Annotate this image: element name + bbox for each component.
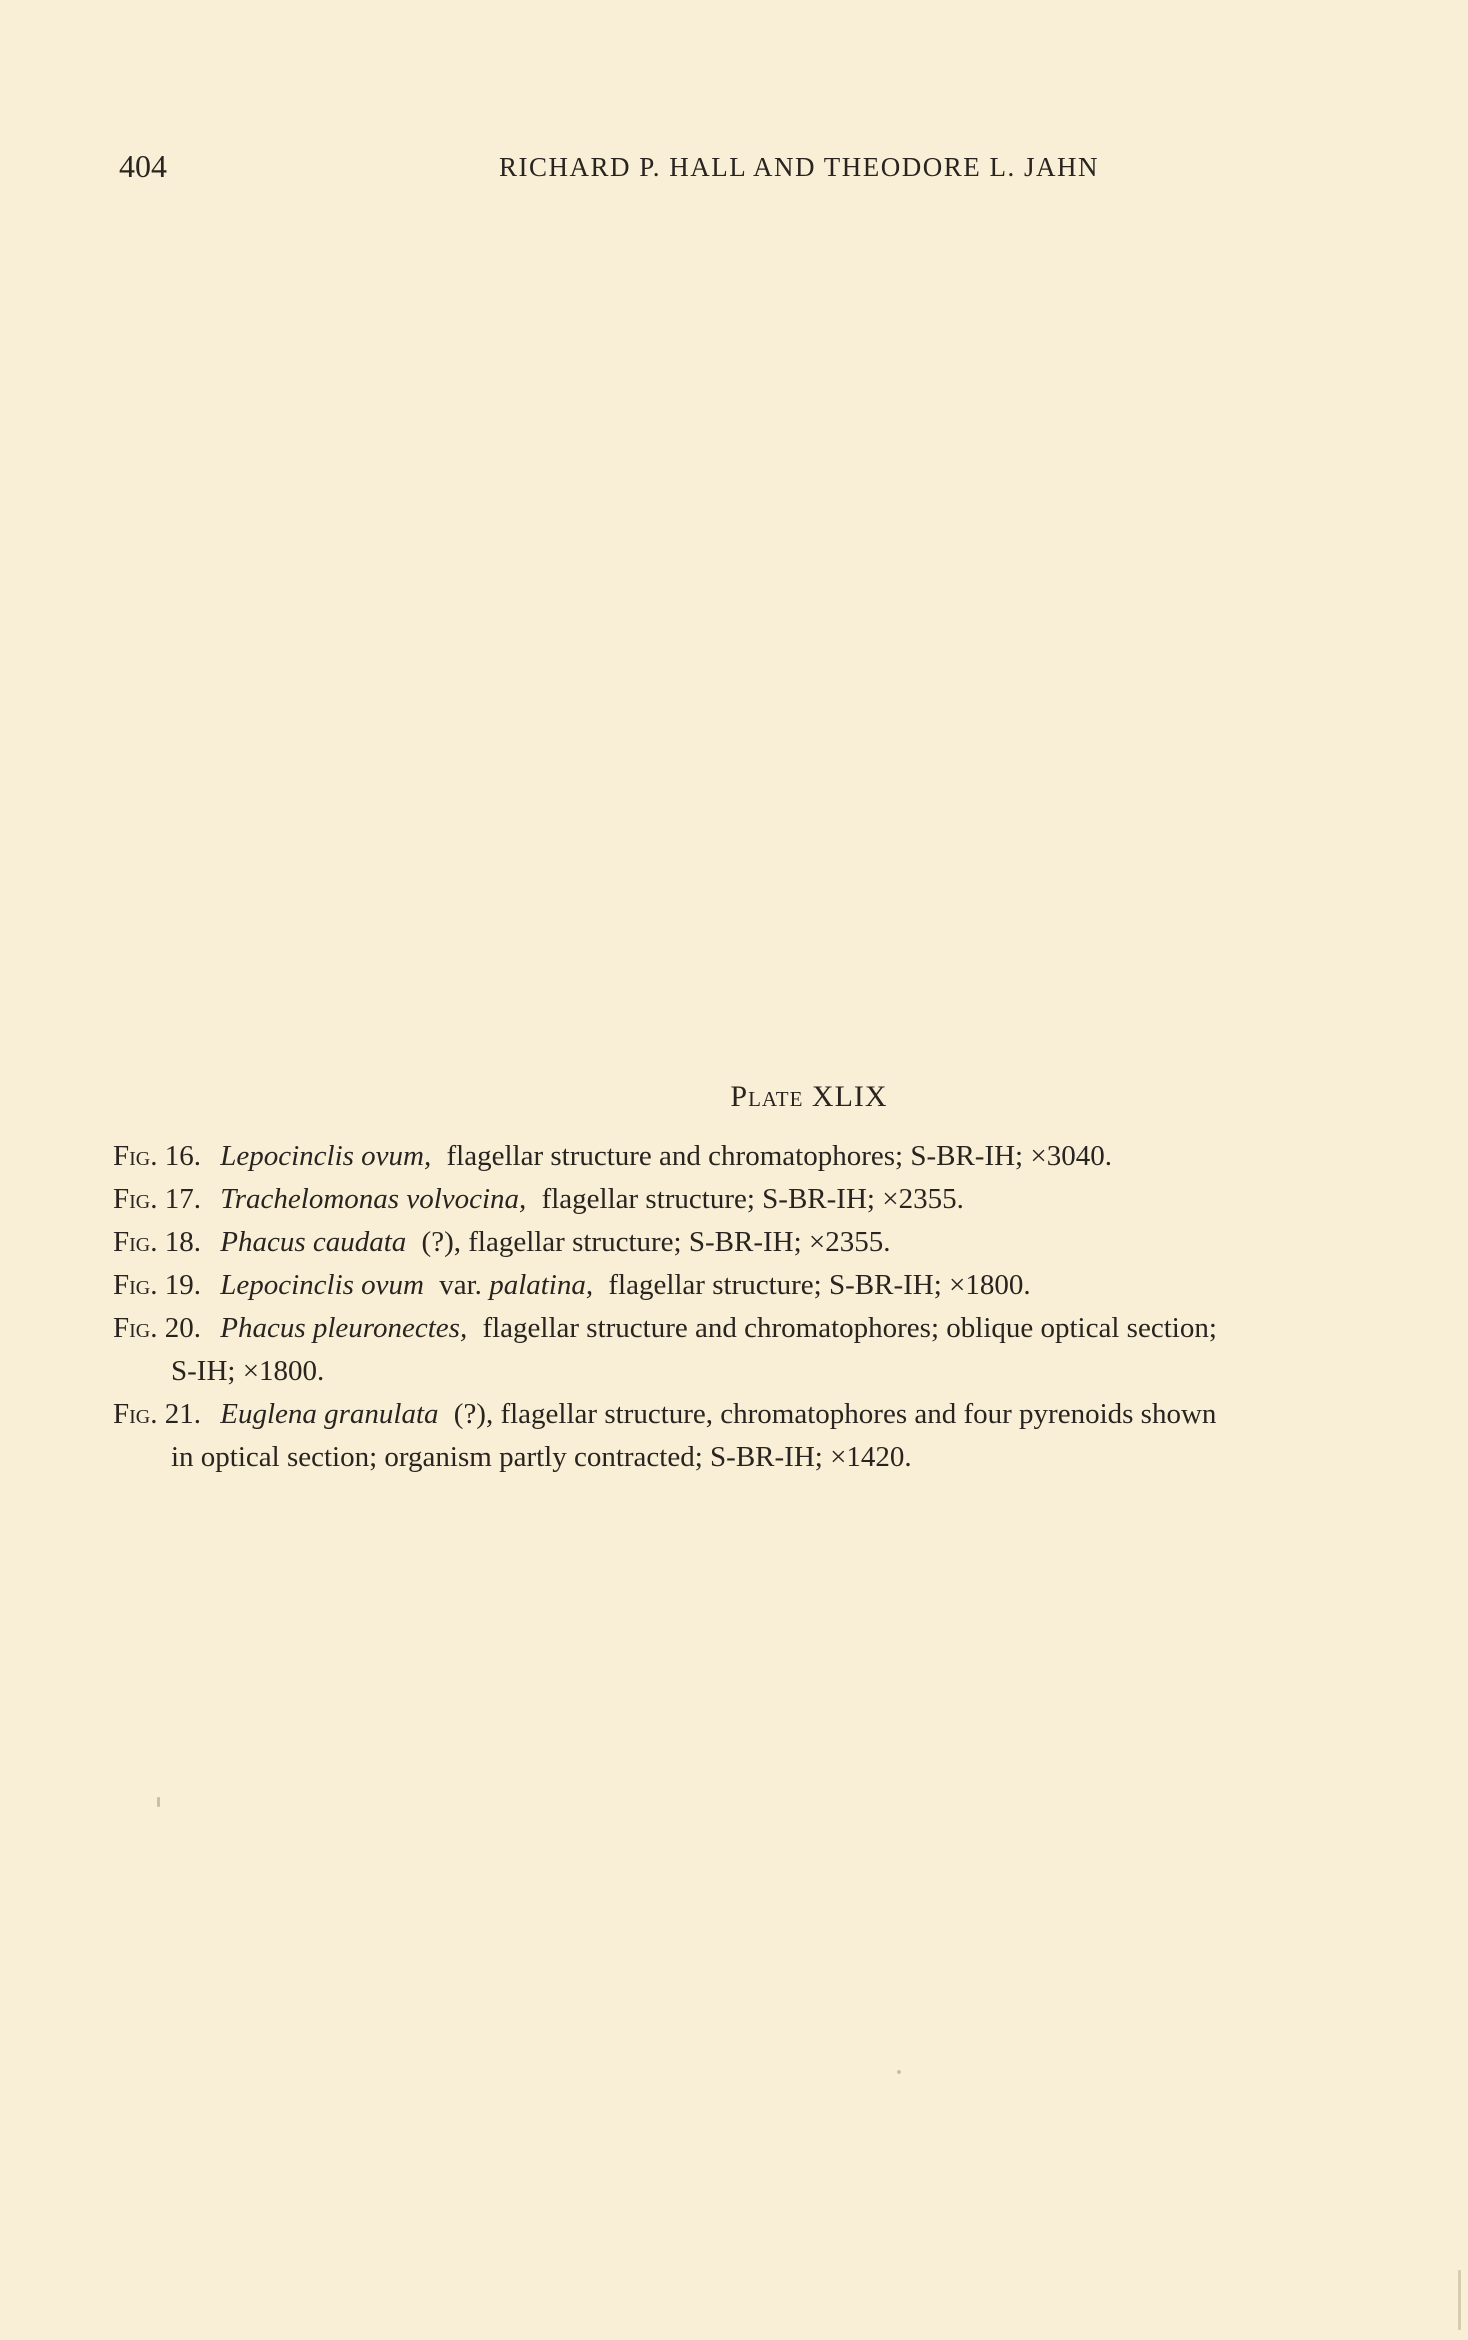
running-head: RICHARD P. HALL AND THEODORE L. JAHN (498, 152, 1099, 182)
fig-label: Fig. (113, 1398, 158, 1430)
caption-text: (?), flagellar structure; S-BR-IH; ×2355. (421, 1226, 891, 1258)
caption-text: flagellar structure and chromatophores; oblique optical section; (482, 1312, 1217, 1344)
caption-text: flagellar structure; S-BR-IH; ×1800. (608, 1269, 1031, 1301)
fig-label: Fig. (113, 1269, 158, 1301)
caption-fig-20 (113, 1307, 1423, 1393)
species-name: Lepocinclis ovum (220, 1269, 424, 1301)
page-number: 404 (119, 148, 167, 184)
species-name: Phacus pleuronectes, (220, 1312, 468, 1344)
plate-title: Plate XLIX (730, 1080, 888, 1113)
paper-speck (157, 1797, 160, 1807)
species-name: Phacus caudata (220, 1226, 407, 1258)
page-header (0, 148, 1468, 188)
fig-label: Fig. (113, 1140, 158, 1172)
variety-marker: var. (439, 1269, 482, 1301)
caption-text: flagellar structure and chromatophores; S-BR-IH; ×3040. (446, 1140, 1112, 1172)
species-name: Lepocinclis ovum, (220, 1140, 432, 1172)
caption-fig-18 (113, 1221, 1423, 1264)
fig-number: 17. (164, 1183, 201, 1215)
caption-text: flagellar structure; S-BR-IH; ×2355. (541, 1183, 964, 1215)
caption-continuation: in optical section; organism partly contracted; S-BR-IH; ×1420. (171, 1441, 912, 1473)
fig-number: 21. (164, 1398, 201, 1430)
caption-text: (?), flagellar structure, chromatophores and four pyrenoids shown (453, 1398, 1217, 1430)
fig-label: Fig. (113, 1312, 158, 1344)
variety-name: palatina, (489, 1269, 594, 1301)
fig-number: 16. (164, 1140, 201, 1172)
fig-number: 20. (164, 1312, 201, 1344)
fig-number: 19. (164, 1269, 201, 1301)
caption-continuation: S-IH; ×1800. (171, 1355, 325, 1387)
figure-captions (113, 1135, 1423, 1479)
species-name: Trachelomonas volvocina, (220, 1183, 527, 1215)
paper-speck (1458, 2270, 1461, 2330)
fig-number: 18. (164, 1226, 201, 1258)
caption-fig-21 (113, 1393, 1423, 1479)
caption-fig-16 (113, 1135, 1423, 1178)
fig-label: Fig. (113, 1226, 158, 1258)
caption-fig-19 (113, 1264, 1423, 1307)
paper-speck (897, 2070, 901, 2074)
caption-fig-17 (113, 1178, 1423, 1221)
species-name: Euglena granulata (220, 1398, 439, 1430)
fig-label: Fig. (113, 1183, 158, 1215)
